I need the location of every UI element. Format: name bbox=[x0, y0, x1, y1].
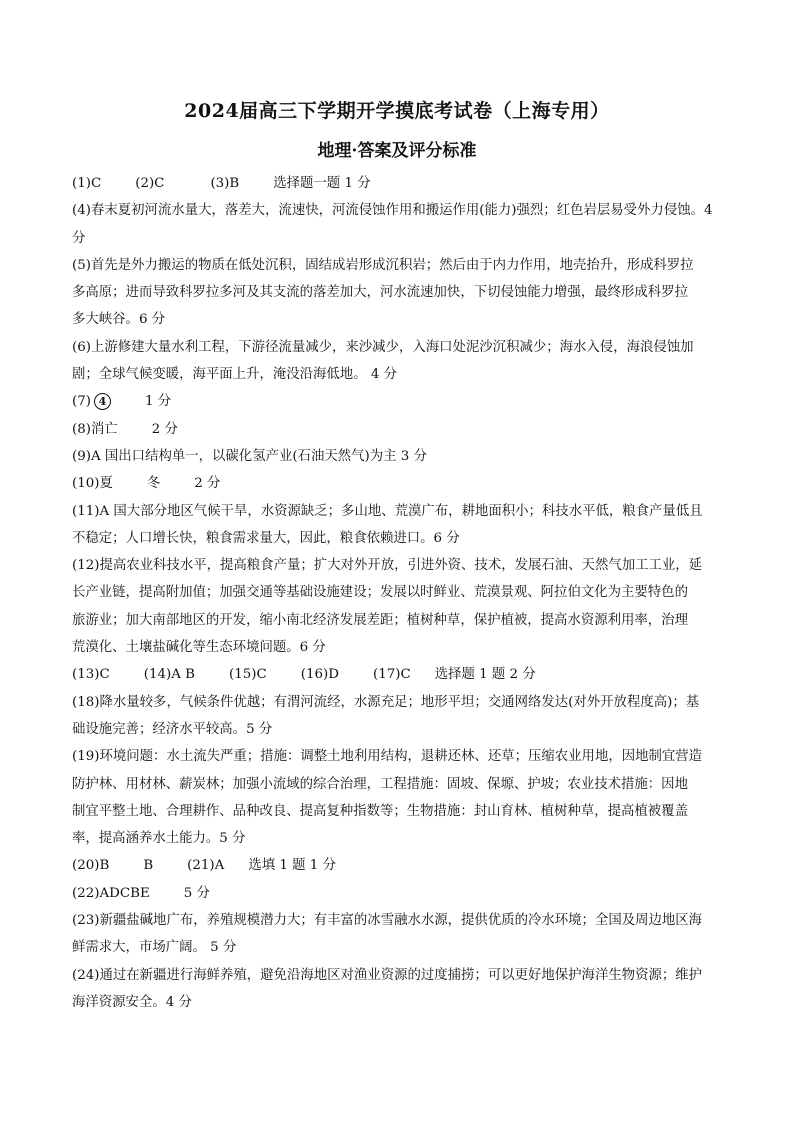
answer-1: (1)C bbox=[72, 176, 102, 191]
document-title: 2024届高三下学期开学摸底考试卷（上海专用） bbox=[184, 100, 610, 122]
score-note: 选择题 1 题 2 分 bbox=[434, 667, 536, 683]
score-note: 5 分 bbox=[183, 885, 210, 901]
answer-line: 分 bbox=[72, 230, 86, 246]
score-note: 选择题一题 1 分 bbox=[273, 176, 371, 191]
answer-line: 长产业链，提高附加值；加强交通等基础设施建设；发展以时鲜业、荒漠景观、阿拉伯文化为主要特色的 bbox=[72, 585, 688, 601]
answer-line: (4)春末夏初河流水量大，落差大，流速快，河流侵蚀作用和搬运作用(能力)强烈；红色岩层易受外力侵蚀。4 bbox=[72, 203, 713, 219]
answer-line-13-17 bbox=[72, 661, 724, 688]
answer-22: (22)ADCBE bbox=[72, 885, 150, 901]
answer-line-8 bbox=[72, 416, 724, 443]
answer-line: (12)提高农业科技水平，提高粮食产量；扩大对外开放，引进外资、技术，发展石油、天然气加工工业，延 bbox=[72, 558, 703, 574]
answer-line: (6)上游修建大量水利工程，下游径流量减少，来沙减少，入海口处泥沙沉积减少；海水入侵，海浪侵蚀加 bbox=[72, 339, 694, 355]
score-note: 1 分 bbox=[144, 394, 172, 410]
answer-list bbox=[72, 170, 724, 1016]
answer-2: (2)C bbox=[135, 176, 165, 191]
answer-line: (18)降水量较多，气候条件优越；有渭河流经，水源充足；地形平坦；交通网络发达(对外开放程度高)；基 bbox=[72, 694, 700, 710]
answer-line: 础设施完善；经济水平较高。5 分 bbox=[72, 721, 273, 737]
answer-line: 剧；全球气候变暖，海平面上升，淹没沿海低地。 4 分 bbox=[72, 367, 398, 383]
answer-line-20-21 bbox=[72, 852, 724, 879]
document-subtitle: 地理·答案及评分标准 bbox=[317, 141, 477, 161]
score-note: 选填 1 题 1 分 bbox=[248, 858, 336, 874]
answer-line: 不稳定；人口增长快，粮食需求量大，因此，粮食依赖进口。6 分 bbox=[72, 530, 460, 546]
score-note: 2 分 bbox=[151, 421, 178, 437]
answer-line: (11)A 国大部分地区气候干旱，水资源缺乏；多山地、荒漠广布，耕地面积小；科技水平低，粮食产量低且 bbox=[72, 503, 703, 519]
answer-14: (14)A B bbox=[143, 667, 195, 683]
answer-16: (16)D bbox=[300, 667, 339, 683]
answer-10b: 冬 bbox=[146, 476, 161, 492]
answer-line-1-3 bbox=[72, 170, 724, 197]
answer-line: 制宜平整土地、合理耕作、品种改良、提高复种指数等；生物措施：封山育林、植树种草，提高植被覆盖 bbox=[72, 803, 688, 819]
answer-line-22 bbox=[72, 880, 724, 907]
answer-line: (9)A 国出口结构单一，以碳化氢产业(石油天然气)为主 3 分 bbox=[72, 448, 427, 464]
answer-line: 旅游业；加大南部地区的开发，缩小南北经济发展差距；植树种草，保护植被，提高水资源利用率，治理 bbox=[72, 612, 688, 628]
answer-line: 多高原；进而导致科罗拉多河及其支流的落差加大，河水流速加快，下切侵蚀能力增强，最终形成科罗拉 bbox=[72, 285, 688, 301]
answer-line: (24)通过在新疆进行海鲜养殖，避免沿海地区对渔业资源的过度捕捞；可以更好地保护海洋生物资源；维护 bbox=[72, 967, 703, 983]
answer-21: (21)A bbox=[187, 858, 225, 874]
answer-line: 海洋资源安全。4 分 bbox=[72, 994, 192, 1010]
answer-8: (8)消亡 bbox=[72, 421, 118, 437]
answer-line-10 bbox=[72, 470, 724, 497]
answer-20a: (20)B bbox=[72, 858, 110, 874]
answer-13: (13)C bbox=[72, 667, 110, 683]
answer-line: 防护林、用材林、薪炭林；加强小流域的综合治理，工程措施：固坡、保塬、护坡；农业技术措施：因地 bbox=[72, 776, 688, 792]
answer-20b: B bbox=[143, 858, 154, 874]
answer-17: (17)C bbox=[372, 667, 411, 683]
answer-line: 率，提高涵养水土能力。5 分 bbox=[72, 831, 246, 847]
answer-line-7 bbox=[72, 388, 724, 415]
answer-15: (15)C bbox=[229, 667, 267, 683]
score-note: 2 分 bbox=[194, 476, 221, 492]
answer-10a: (10)夏 bbox=[72, 476, 113, 492]
answer-3: (3)B bbox=[210, 176, 240, 191]
answer-7-label: (7) bbox=[72, 394, 91, 410]
circled-number: 4 bbox=[94, 393, 111, 410]
answer-line: (5)首先是外力搬运的物质在低处沉积，固结成岩形成沉积岩；然后由于内力作用，地壳抬升，形成科罗拉 bbox=[72, 257, 694, 273]
answer-line: (19)环境问题：水土流失严重；措施：调整土地利用结构，退耕还林、还草；压缩农业用地，因地制宜营造 bbox=[72, 749, 703, 765]
answer-line: (23)新疆盐碱地广布，养殖规模潜力大；有丰富的冰雪融水水源，提供优质的冷水环境；全国及周边地区海 bbox=[72, 913, 703, 929]
answer-line: 鲜需求大，市场广阔。 5 分 bbox=[72, 940, 237, 956]
answer-line: 荒漠化、土壤盐碱化等生态环境问题。6 分 bbox=[72, 640, 326, 656]
answer-line: 多大峡谷。6 分 bbox=[72, 312, 166, 328]
